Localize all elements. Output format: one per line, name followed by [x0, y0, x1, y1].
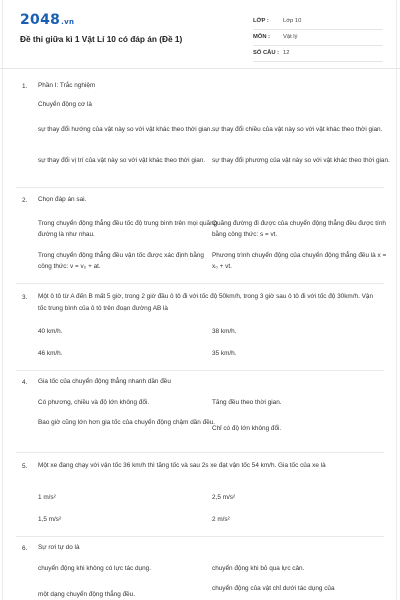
- answer-option[interactable]: Chỉ có độ lớn không đổi.: [212, 425, 282, 432]
- meta-value: 12: [283, 50, 290, 56]
- answer-option[interactable]: chuyển động của vật chỉ dưới tác dụng của: [212, 585, 335, 592]
- question-number: 3.: [22, 294, 28, 301]
- answer-option[interactable]: sự thay đổi chiều của vật này so với vật khác theo thời gian.: [212, 126, 383, 133]
- meta-key: LỚP :: [253, 18, 269, 24]
- answer-option[interactable]: Trong chuyển động thẳng đều vận tốc được xác định bằng công thức: v = v₀ + at.: [38, 252, 204, 270]
- meta-value: Lớp 10: [283, 18, 302, 24]
- question-number: 6.: [22, 545, 28, 552]
- answer-option[interactable]: một dạng chuyển động thẳng đều.: [38, 591, 136, 598]
- answer-option[interactable]: Bao giờ cũng lớn hơn gia tốc của chuyển động chậm dần đều.: [38, 419, 216, 426]
- question-text: Một ô tô từ A đến B mất 5 giờ, trong 2 giờ đầu ô tô đi với tốc độ 50km/h, trong 3 giờ sau ô tô đi với tốc độ 30km/h. Vận tốc trung bình của ô tô trên đoạn đường AB là: [38, 293, 374, 312]
- answer-option[interactable]: sự thay đổi hướng của vật này so với vật khác theo thời gian.: [38, 126, 213, 133]
- answer-option[interactable]: 2,5 m/s²: [212, 494, 236, 501]
- question-number: 2.: [22, 197, 28, 204]
- answer-option[interactable]: 1 m/s²: [38, 494, 56, 501]
- answer-option[interactable]: Phương trình chuyển động của chuyển động thẳng đều là x = x₀ + vt.: [212, 252, 387, 270]
- question-number: 4.: [22, 379, 28, 386]
- question-divider: [16, 283, 384, 284]
- answer-option[interactable]: Quãng đường đi được của chuyển động thẳng đều được tính bằng công thức: s = vt.: [212, 220, 386, 238]
- answer-option[interactable]: chuyển động khi không có lực tác dụng.: [38, 565, 151, 572]
- answer-option[interactable]: Trong chuyển động thẳng đều tốc độ trung bình trên mọi quãng đường là như nhau.: [38, 220, 218, 238]
- answer-option[interactable]: Có phương, chiều và độ lớn không đổi.: [38, 399, 150, 406]
- meta-key: MÔN :: [253, 34, 271, 40]
- answer-option[interactable]: sự thay đổi phương của vật này so với vật khác theo thời gian.: [212, 157, 390, 164]
- answer-option[interactable]: Tăng đều theo thời gian.: [212, 399, 282, 406]
- question-text: Sự rơi tự do là: [38, 544, 80, 551]
- meta-key: SỐ CÂU :: [253, 50, 280, 56]
- answer-option[interactable]: sự thay đổi vị trí của vật này so với vật khác theo thời gian.: [38, 157, 206, 164]
- answer-option[interactable]: chuyển động khi bỏ qua lực cản.: [212, 565, 305, 572]
- meta-value: Vật lý: [283, 34, 298, 40]
- logo-text: 2048: [20, 12, 61, 28]
- question-divider: [16, 187, 384, 188]
- question-subtext: Chuyển động cơ là: [38, 101, 92, 108]
- question-number: 1.: [22, 83, 28, 90]
- answer-option[interactable]: 2 m/s²: [212, 516, 230, 523]
- answer-option[interactable]: 35 km/h.: [212, 350, 237, 357]
- answer-option[interactable]: 38 km/h.: [212, 328, 237, 335]
- question-number: 5.: [22, 463, 28, 470]
- question-text: Một xe đang chạy với vận tốc 36 km/h thì tăng tốc và sau 2s xe đạt vận tốc 54 km/h. Gia tốc của xe là: [38, 462, 326, 469]
- question-divider: [16, 452, 384, 453]
- logo-suffix: .vn: [61, 18, 75, 26]
- answer-option[interactable]: 40 km/h.: [38, 328, 63, 335]
- question-text: Chọn đáp án sai.: [38, 196, 87, 203]
- answer-option[interactable]: 1,5 m/s²: [38, 516, 62, 523]
- question-divider: [16, 536, 384, 537]
- question-divider: [16, 370, 384, 371]
- question-text: Gia tốc của chuyển động thẳng nhanh dần đều: [38, 378, 171, 385]
- question-text: Phần I: Trắc nghiệm: [38, 82, 96, 89]
- answer-option[interactable]: 46 km/h.: [38, 350, 63, 357]
- page-title: Đề thi giữa kì 1 Vật Lí 10 có đáp án (Đề 1): [20, 34, 183, 44]
